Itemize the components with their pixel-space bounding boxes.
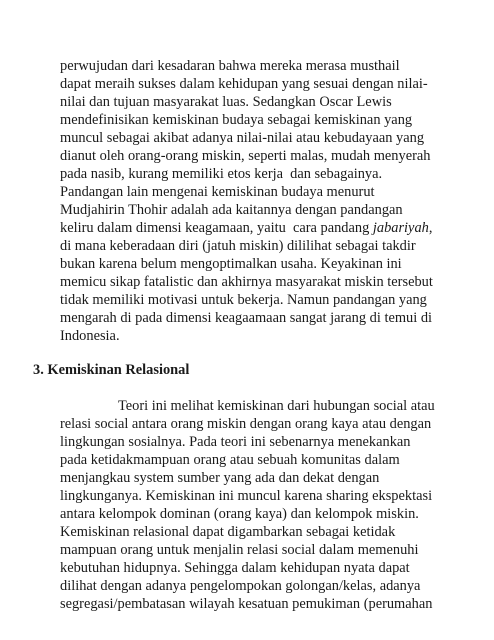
paragraph-line: mampuan orang untuk menjalin relasi social dalam memenuhi bbox=[60, 542, 419, 558]
paragraph-line: perwujudan dari kesadaran bahwa mereka merasa musthail bbox=[60, 58, 400, 74]
paragraph-line: nilai dan tujuan masyarakat luas. Sedangkan Oscar Lewis bbox=[60, 94, 392, 110]
paragraph-line: segregasi/pembatasan wilayah kesatuan pemukiman (perumahan bbox=[60, 596, 433, 612]
paragraph-line: dianut oleh orang-orang miskin, seperti malas, mudah menyerah bbox=[60, 148, 431, 164]
paragraph-line: kebutuhan hidupnya. Sehingga dalam kehidupan nyata dapat bbox=[60, 560, 410, 576]
italic-term: jabariyah bbox=[372, 220, 429, 236]
paragraph-line: mengarah di pada dimensi keagaamaan sangat jarang di temui di bbox=[60, 310, 433, 326]
paragraph-line: relasi social antara orang miskin dengan orang kaya atau dengan bbox=[60, 416, 432, 432]
paragraph-line: Kemiskinan relasional dapat digambarkan sebagai ketidak bbox=[60, 524, 396, 540]
paragraph-line: lingkunganya. Kemiskinan ini muncul karena sharing ekspektasi bbox=[60, 488, 433, 504]
paragraph-line: Pandangan lain mengenai kemiskinan budaya menurut bbox=[60, 184, 375, 200]
paragraph-line: menjangkau system sumber yang ada dan dekat dengan bbox=[60, 470, 380, 486]
paragraph-line: dapat meraih sukses dalam kehidupan yang sesuai dengan nilai- bbox=[60, 76, 428, 92]
paragraph-line: pada nasib, kurang memiliki etos kerja dan sebagainya. bbox=[60, 166, 383, 182]
line-text-after: , bbox=[428, 220, 433, 236]
line-text-before: keliru dalam dimensi keagamaan, yaitu cara pandang bbox=[60, 220, 373, 236]
paragraph-line: di mana keberadaan diri (jatuh miskin) dililihat sebagai takdir bbox=[60, 238, 416, 254]
section-heading bbox=[33, 362, 189, 379]
paragraph-line: tidak memiliki motivasi untuk bekerja. Namun pandangan yang bbox=[60, 292, 427, 308]
section-number: 3. bbox=[33, 362, 44, 378]
paragraph-line: dilihat dengan adanya pengelompokan golongan/kelas, adanya bbox=[60, 578, 421, 594]
paragraph-line: mendefinisikan kemiskinan budaya sebagai kemiskinan yang bbox=[60, 112, 413, 128]
paragraph-line: bukan karena belum mengoptimalkan usaha. Keyakinan ini bbox=[60, 256, 402, 272]
paragraph-line-with-italic bbox=[60, 220, 432, 236]
section-title: Kemiskinan Relasional bbox=[47, 362, 190, 378]
paragraph-line: lingkungan sosialnya. Pada teori ini sebenarnya menekankan bbox=[60, 434, 411, 450]
paragraph-line: pada ketidakmampuan orang atau sebuah komunitas dalam bbox=[60, 452, 400, 468]
paragraph-line: memicu sikap fatalistic dan akhirnya masyarakat miskin tersebut bbox=[60, 274, 433, 290]
paragraph-line: Indonesia. bbox=[60, 328, 120, 344]
paragraph-line: Mudjahirin Thohir adalah ada kaitannya dengan pandangan bbox=[60, 202, 403, 218]
paragraph-first-line: Teori ini melihat kemiskinan dari hubungan social atau bbox=[118, 398, 435, 414]
paragraph-line: antara kelompok dominan (orang kaya) dan kelompok miskin. bbox=[60, 506, 419, 522]
paragraph-line: muncul sebagai akibat adanya nilai-nilai atau kebudayaan yang bbox=[60, 130, 425, 146]
